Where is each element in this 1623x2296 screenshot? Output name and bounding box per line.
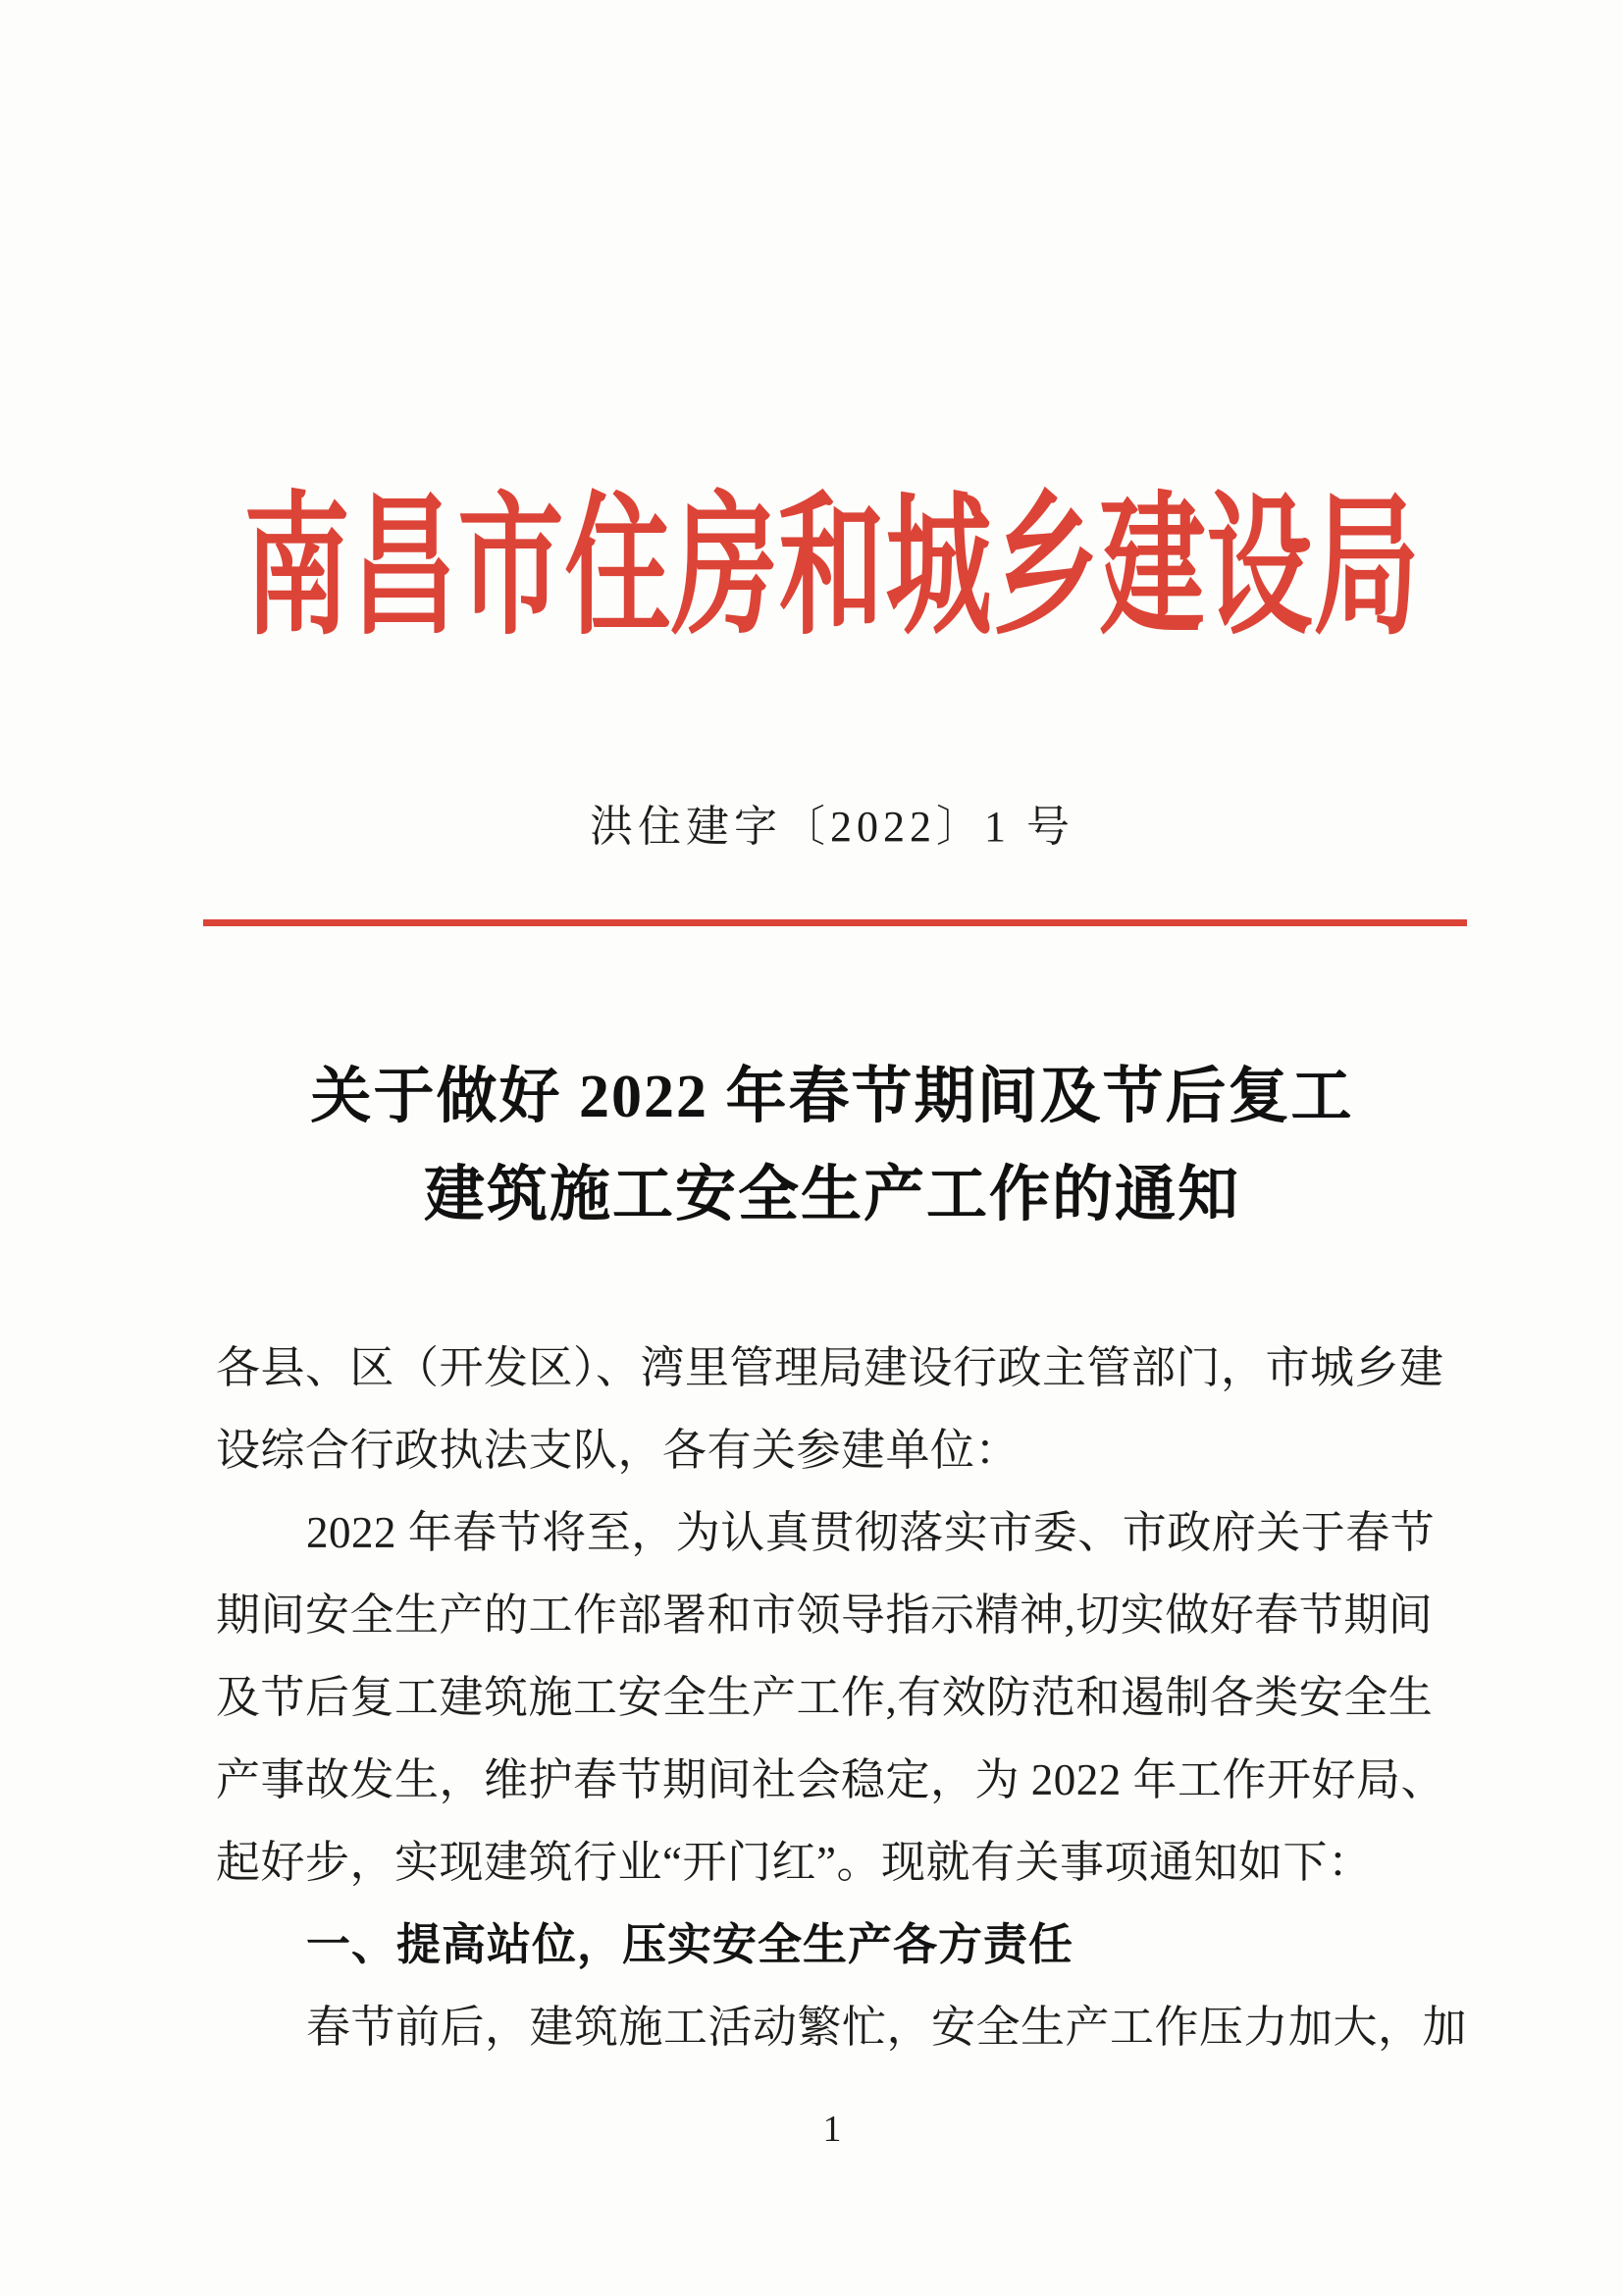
body-line-paragraph: 产事故发生，维护春节期间社会稳定，为 2022 年工作开好局、	[216, 1755, 1446, 1804]
document-body	[216, 1327, 1468, 2068]
body-line-paragraph: 期间安全生产的工作部署和市领导指示精神,切实做好春节期间	[216, 1591, 1434, 1640]
section-heading-1: 一、提高站位，压实安全生产各方责任	[306, 1919, 1074, 1969]
agency-name-red-header: 南昌市住房和城乡建设局	[243, 484, 1421, 654]
red-separator-line	[203, 919, 1467, 926]
body-line-paragraph: 2022 年春节将至，为认真贯彻落实市委、市政府关于春节	[306, 1508, 1436, 1557]
document-title-line2: 建筑施工安全生产工作的通知	[423, 1162, 1240, 1228]
body-line-paragraph: 及节后复工建筑施工安全生产工作,有效防范和遏制各类安全生	[216, 1673, 1434, 1722]
document-title-line1: 关于做好 2022 年春节期间及节后复工	[310, 1064, 1354, 1130]
page-number: 1	[822, 2109, 842, 2150]
document-title	[216, 1048, 1448, 1244]
body-line-salutation-1: 各县、区（开发区）、湾里管理局建设行政主管部门，市城乡建	[216, 1343, 1444, 1392]
body-line-salutation-2: 设综合行政执法支队，各有关参建单位：	[216, 1426, 1021, 1475]
body-line-paragraph: 起好步，实现建筑行业“开门红”。现就有关事项通知如下：	[216, 1838, 1373, 1887]
document-number: 洪住建字〔2022〕1 号	[590, 803, 1074, 851]
body-line-paragraph: 春节前后，建筑施工活动繁忙，安全生产工作压力加大，加	[306, 2003, 1468, 2052]
